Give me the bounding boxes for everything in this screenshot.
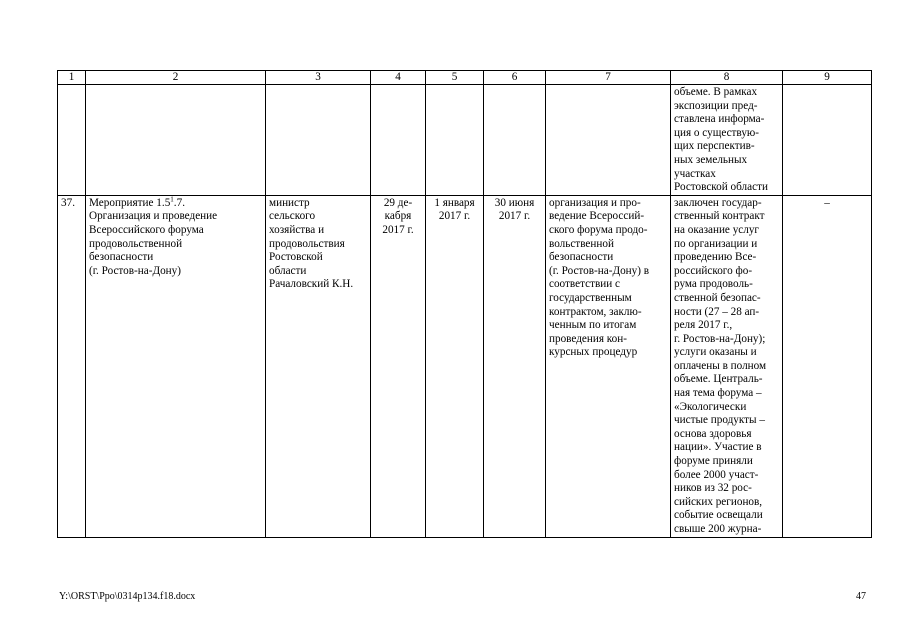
column-number: 6: [484, 71, 546, 85]
end-date-cell: 30 июня 2017 г.: [484, 195, 546, 537]
empty-cell: [58, 85, 86, 196]
page-number: 47: [856, 591, 866, 602]
column-number: 7: [546, 71, 671, 85]
column-number: 8: [671, 71, 783, 85]
empty-cell: [371, 85, 426, 196]
column-number: 3: [266, 71, 371, 85]
notes-cell: –: [783, 195, 872, 537]
actual-result-cell: заключен государ- ственный контракт на оказание услуг по организации и проведению Все- российского фо- рума продоволь- ственной безопас- ности (27 – 28 ап- реля 2017 г., г. Ростов-на-Дону); услуги оказаны и оплачены в полном объеме. Централь- ная тема форума – «Экологически чистые продукты – основа здоровья нации». Участие в форуме приняли более 2000 участ- ников из 32 рос- сийских регионов, событие освещали свыше 200 журна-: [671, 195, 783, 537]
column-number: 1: [58, 71, 86, 85]
event-prefix: Мероприятие 1.5: [89, 196, 171, 209]
empty-cell: [783, 85, 872, 196]
responsible-cell: министр сельского хозяйства и продовольствия Ростовской области Рачаловский К.Н.: [266, 195, 371, 537]
result-cell: объеме. В рамках экспозиции пред- ставлена информа- ция о существую- щих перспектив- ных земельных участках Ростовской области: [671, 85, 783, 196]
empty-cell: [426, 85, 484, 196]
table-row: [58, 195, 872, 537]
deadline-cell: 29 де- кабря 2017 г.: [371, 195, 426, 537]
event-rest: .7. Организация и проведение Всероссийского форума продовольственной безопасности (г. Ростов-на-Дону): [89, 196, 218, 277]
start-date-cell: 1 января 2017 г.: [426, 195, 484, 537]
column-number: 5: [426, 71, 484, 85]
row-number: 37.: [58, 195, 86, 537]
empty-cell: [484, 85, 546, 196]
footer-file-path: Y:\ORST\Ppo\0314p134.f18.docx: [59, 591, 196, 602]
empty-cell: [546, 85, 671, 196]
continuation-row: [58, 85, 872, 196]
empty-cell: [266, 85, 371, 196]
planned-result-cell: организация и про- ведение Всероссий- ского форума продо- вольственной безопасности (г. Ростов-на-Дону) в соответствии с государственным контрактом, заклю- ченным по итогам проведения кон- курсных процедур: [546, 195, 671, 537]
column-number: 2: [86, 71, 266, 85]
event-name-cell: [86, 195, 266, 537]
empty-cell: [86, 85, 266, 196]
column-number-row: [58, 71, 872, 85]
column-number: 4: [371, 71, 426, 85]
column-number: 9: [783, 71, 872, 85]
event-superscript: 1: [170, 195, 174, 204]
report-table: [57, 70, 872, 538]
